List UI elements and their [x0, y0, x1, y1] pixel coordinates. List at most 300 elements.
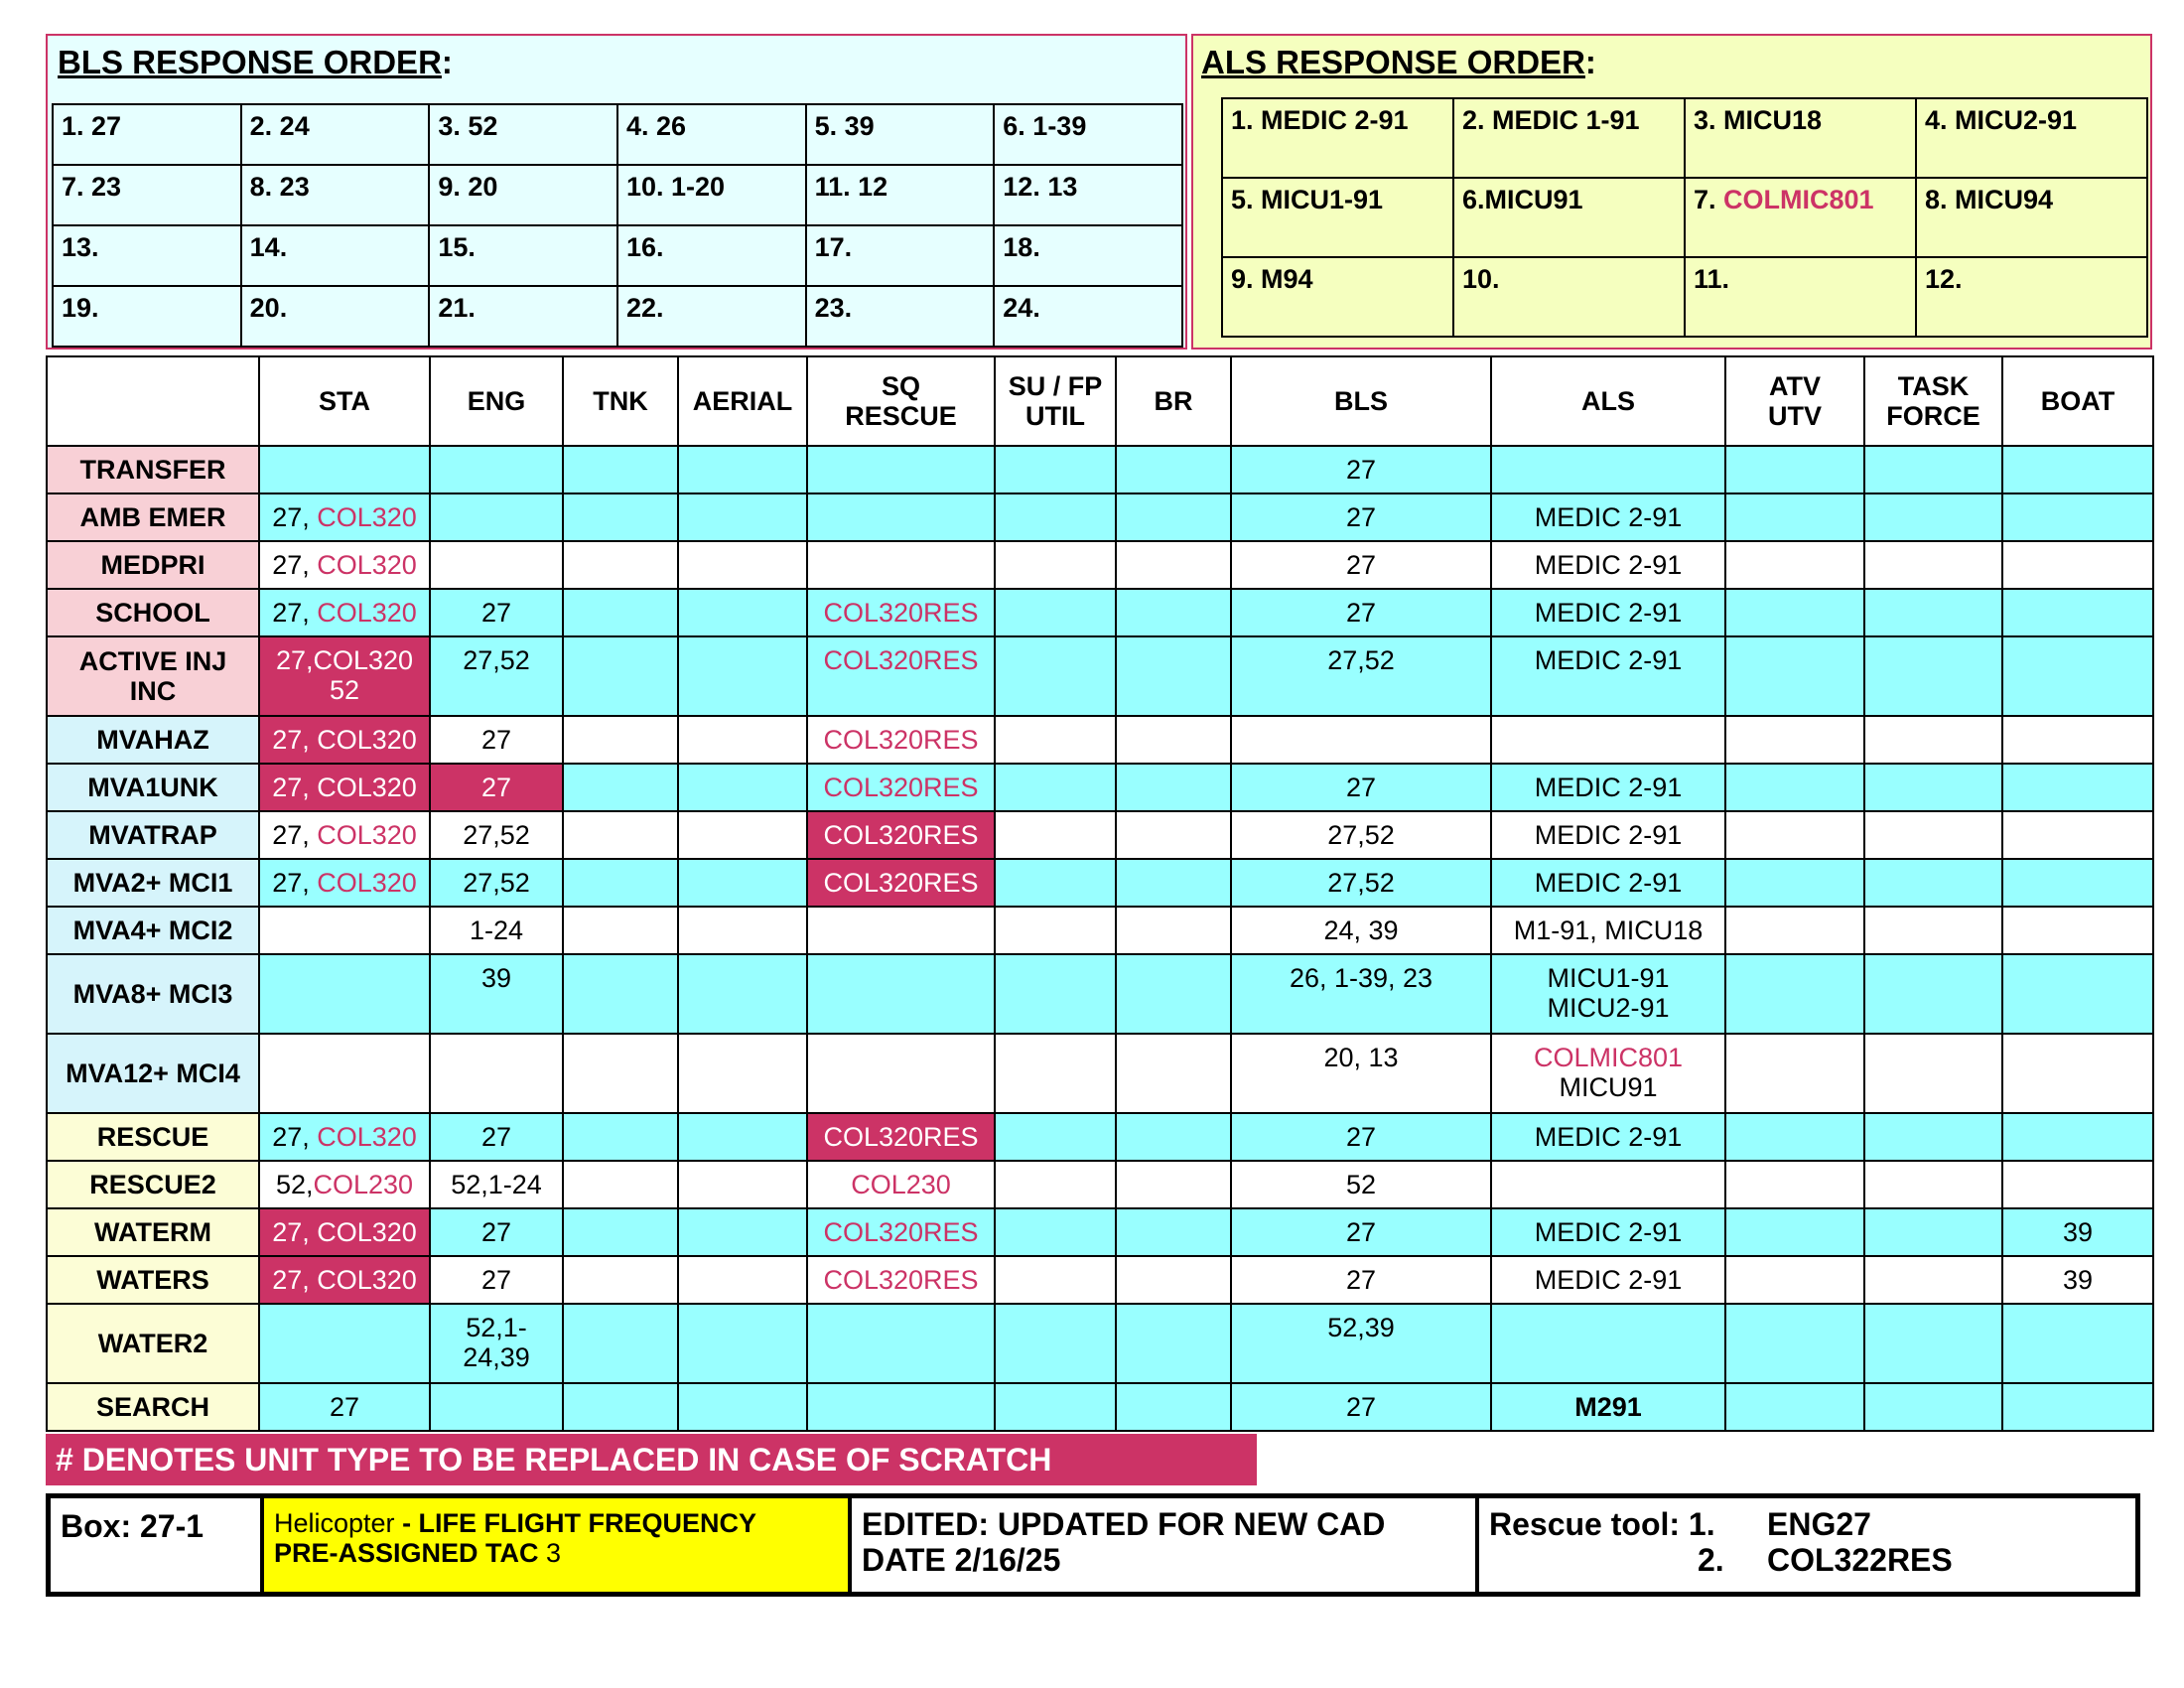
- cell-text: 27,52: [463, 645, 530, 675]
- table-cell: [1725, 1208, 1864, 1256]
- cell-text: 27,: [272, 1217, 318, 1247]
- bls-row: [53, 165, 1182, 225]
- bls-order-cell: 24.: [994, 286, 1182, 347]
- table-cell: [1725, 907, 1864, 954]
- row-label: SCHOOL: [47, 589, 259, 636]
- table-cell: [1116, 493, 1231, 541]
- cell-text: 27: [1345, 773, 1377, 802]
- row-label: ACTIVE INJ INC: [47, 636, 259, 716]
- bls-order-cell: 1. 27: [53, 104, 241, 165]
- table-cell: [259, 589, 430, 636]
- table-cell: [1231, 907, 1491, 954]
- table-cell: [1116, 716, 1231, 764]
- cell-text: 27: [480, 1265, 512, 1295]
- table-cell: [678, 1208, 807, 1256]
- table-cell: [2002, 589, 2153, 636]
- cell-text: COL320: [317, 868, 417, 898]
- table-row: [47, 589, 2153, 636]
- table-cell: [807, 1208, 995, 1256]
- cell-text: 27: [480, 1122, 512, 1152]
- table-cell: [1116, 1383, 1231, 1431]
- column-header: AERIAL: [678, 356, 807, 446]
- table-cell: [807, 716, 995, 764]
- cell-text: 27: [1345, 502, 1377, 532]
- table-cell: [430, 1034, 563, 1113]
- table-cell: [678, 446, 807, 493]
- column-header: BOAT: [2002, 356, 2153, 446]
- table-cell: [995, 716, 1116, 764]
- table-cell: [1231, 859, 1491, 907]
- table-cell: [259, 1256, 430, 1304]
- table-cell: [1231, 446, 1491, 493]
- cell-text: MEDIC 2-91: [1534, 1217, 1683, 1247]
- table-cell: [1864, 589, 2002, 636]
- table-cell: [259, 493, 430, 541]
- cell-text: COL320RES: [823, 598, 979, 628]
- table-cell: [430, 589, 563, 636]
- table-cell: [1116, 907, 1231, 954]
- table-cell: [259, 764, 430, 811]
- table-cell: [1491, 1208, 1725, 1256]
- table-cell: [1864, 1161, 2002, 1208]
- table-cell: [430, 954, 563, 1034]
- bls-order-cell: 2. 24: [241, 104, 430, 165]
- table-cell: [807, 1034, 995, 1113]
- table-cell: [2002, 1034, 2153, 1113]
- table-cell: [995, 1304, 1116, 1383]
- table-cell: [430, 907, 563, 954]
- table-cell: [807, 589, 995, 636]
- cell-text: COL320RES: [823, 773, 979, 802]
- table-cell: [1116, 589, 1231, 636]
- table-cell: [1725, 446, 1864, 493]
- table-cell: [678, 907, 807, 954]
- table-row: [47, 541, 2153, 589]
- table-cell: [259, 1034, 430, 1113]
- cell-text: COL320RES: [823, 1217, 979, 1247]
- table-cell: [1725, 764, 1864, 811]
- table-cell: [995, 1161, 1116, 1208]
- table-cell: [430, 1113, 563, 1161]
- table-cell: [1231, 493, 1491, 541]
- table-cell: [2002, 1383, 2153, 1431]
- row-label: MVAHAZ: [47, 716, 259, 764]
- cell-text: COL230: [851, 1170, 951, 1199]
- table-cell: [995, 907, 1116, 954]
- table-cell: [2002, 811, 2153, 859]
- table-cell: [430, 541, 563, 589]
- table-cell: [995, 541, 1116, 589]
- table-cell: [1864, 811, 2002, 859]
- table-cell: [1116, 636, 1231, 716]
- table-cell: [2002, 636, 2153, 716]
- bls-order-cell: 19.: [53, 286, 241, 347]
- table-cell: [678, 954, 807, 1034]
- cell-text: 24, 39: [1323, 915, 1399, 945]
- table-cell: [430, 1304, 563, 1383]
- table-cell: [1116, 764, 1231, 811]
- table-row: [47, 859, 2153, 907]
- cell-text: 52,: [275, 1170, 314, 1199]
- table-cell: [563, 1113, 678, 1161]
- table-cell: [259, 716, 430, 764]
- row-label: RESCUE: [47, 1113, 259, 1161]
- cell-text: 27,COL320 52: [275, 645, 414, 705]
- table-cell: [563, 1034, 678, 1113]
- table-cell: [995, 446, 1116, 493]
- table-cell: [807, 1383, 995, 1431]
- bls-title: BLS RESPONSE ORDER:: [58, 44, 453, 80]
- table-cell: [807, 636, 995, 716]
- table-cell: [807, 1304, 995, 1383]
- cell-text: 52,1-24: [451, 1170, 542, 1199]
- row-label: MEDPRI: [47, 541, 259, 589]
- table-cell: [430, 493, 563, 541]
- als-order-cell: 10.: [1453, 257, 1685, 337]
- cell-text: COL320RES: [823, 1265, 979, 1295]
- cell-text: MEDIC 2-91: [1534, 502, 1683, 532]
- bls-order-cell: 15.: [429, 225, 617, 286]
- als-order-unit: COLMIC801: [1723, 185, 1874, 214]
- table-cell: [807, 764, 995, 811]
- table-cell: [807, 859, 995, 907]
- bls-order-cell: 14.: [241, 225, 430, 286]
- cell-text: 27: [329, 1392, 360, 1422]
- table-cell: [678, 811, 807, 859]
- als-row: [1222, 257, 2147, 337]
- table-cell: [1491, 954, 1725, 1034]
- cell-text: 27,52: [463, 868, 530, 898]
- table-cell: [430, 446, 563, 493]
- table-cell: [1725, 859, 1864, 907]
- table-cell: [259, 446, 430, 493]
- bls-response-order-panel: [46, 34, 1187, 350]
- column-header: ENG: [430, 356, 563, 446]
- table-cell: [430, 764, 563, 811]
- table-cell: [995, 1208, 1116, 1256]
- bls-order-cell: 20.: [241, 286, 430, 347]
- cell-text: M291: [1574, 1392, 1642, 1422]
- table-cell: [807, 1113, 995, 1161]
- table-cell: [2002, 764, 2153, 811]
- table-cell: [563, 589, 678, 636]
- als-order-cell: 12.: [1916, 257, 2147, 337]
- als-order-cell: 3. MICU18: [1685, 98, 1916, 178]
- table-cell: [807, 493, 995, 541]
- als-order-cell: 6.MICU91: [1453, 178, 1685, 257]
- cell-text: 27: [1345, 598, 1377, 628]
- als-order-cell: 8. MICU94: [1916, 178, 2147, 257]
- table-cell: [430, 859, 563, 907]
- table-cell: [678, 1161, 807, 1208]
- response-matrix: [46, 355, 2154, 1432]
- table-cell: [2002, 954, 2153, 1034]
- table-row: [47, 446, 2153, 493]
- row-label: MVA8+ MCI3: [47, 954, 259, 1034]
- bls-row: [53, 225, 1182, 286]
- table-cell: [678, 1383, 807, 1431]
- table-cell: [807, 1256, 995, 1304]
- table-cell: [2002, 446, 2153, 493]
- table-row: [47, 716, 2153, 764]
- cell-text: 27,: [272, 1122, 318, 1152]
- table-cell: [678, 1304, 807, 1383]
- cell-text: 27: [480, 598, 512, 628]
- table-cell: [2002, 1208, 2153, 1256]
- table-cell: [1116, 446, 1231, 493]
- bls-order-cell: 6. 1-39: [994, 104, 1182, 165]
- bls-order-cell: 23.: [806, 286, 995, 347]
- cell-text: COL320: [317, 820, 417, 850]
- cell-text: MICU91: [1559, 1072, 1658, 1102]
- table-cell: [259, 1383, 430, 1431]
- table-cell: [563, 1208, 678, 1256]
- table-cell: [1864, 716, 2002, 764]
- table-cell: [1864, 636, 2002, 716]
- bls-order-cell: 9. 20: [429, 165, 617, 225]
- cell-text: 27: [1345, 1392, 1377, 1422]
- cell-text: COL320RES: [823, 645, 979, 675]
- table-cell: [2002, 1256, 2153, 1304]
- bls-row: [53, 104, 1182, 165]
- table-cell: [430, 1256, 563, 1304]
- cell-text: MEDIC 2-91: [1534, 550, 1683, 580]
- table-cell: [1116, 1161, 1231, 1208]
- edit-note: EDITED: UPDATED FOR NEW CAD DATE 2/16/25: [852, 1498, 1479, 1592]
- cell-text: COL320: [317, 502, 417, 532]
- als-order-cell: 9. M94: [1222, 257, 1453, 337]
- bls-order-cell: 17.: [806, 225, 995, 286]
- table-cell: [1491, 1304, 1725, 1383]
- table-cell: [2002, 493, 2153, 541]
- table-cell: [1491, 1034, 1725, 1113]
- column-header: SQ RESCUE: [807, 356, 995, 446]
- bls-order-cell: 13.: [53, 225, 241, 286]
- table-row: [47, 1034, 2153, 1113]
- als-order-cell: 2. MEDIC 1-91: [1453, 98, 1685, 178]
- table-cell: [1864, 541, 2002, 589]
- table-cell: [1231, 636, 1491, 716]
- table-cell: [1491, 1161, 1725, 1208]
- table-cell: [995, 811, 1116, 859]
- bls-order-cell: 11. 12: [806, 165, 995, 225]
- cell-text: COL320RES: [823, 1122, 979, 1152]
- table-cell: [1231, 1256, 1491, 1304]
- cell-text: MEDIC 2-91: [1534, 820, 1683, 850]
- table-cell: [1231, 1113, 1491, 1161]
- cell-text: COLMIC801: [1533, 1043, 1684, 1072]
- cell-text: COL320RES: [823, 820, 979, 850]
- table-row: [47, 1208, 2153, 1256]
- table-cell: [430, 1383, 563, 1431]
- row-label: AMB EMER: [47, 493, 259, 541]
- table-cell: [678, 1113, 807, 1161]
- table-cell: [1231, 589, 1491, 636]
- table-cell: [1491, 493, 1725, 541]
- bls-order-cell: 18.: [994, 225, 1182, 286]
- cell-text: MEDIC 2-91: [1534, 773, 1683, 802]
- table-row: [47, 493, 2153, 541]
- table-cell: [678, 493, 807, 541]
- als-order-number: 7.: [1694, 185, 1724, 214]
- table-cell: [1491, 1256, 1725, 1304]
- cell-text: 26, 1-39, 23: [1289, 963, 1433, 993]
- table-cell: [1725, 493, 1864, 541]
- table-cell: [1116, 1304, 1231, 1383]
- bls-order-cell: 8. 23: [241, 165, 430, 225]
- table-cell: [1491, 907, 1725, 954]
- cell-text: MEDIC 2-91: [1534, 598, 1683, 628]
- table-cell: [1491, 764, 1725, 811]
- bls-order-cell: 21.: [429, 286, 617, 347]
- row-label: RESCUE2: [47, 1161, 259, 1208]
- table-cell: [1231, 1383, 1491, 1431]
- table-row: [47, 1161, 2153, 1208]
- table-cell: [1864, 1304, 2002, 1383]
- bls-order-cell: 16.: [617, 225, 806, 286]
- table-cell: [2002, 1113, 2153, 1161]
- table-cell: [430, 811, 563, 859]
- table-cell: [259, 954, 430, 1034]
- cell-text: 52: [1345, 1170, 1377, 1199]
- table-cell: [1116, 1256, 1231, 1304]
- table-cell: [1491, 589, 1725, 636]
- table-cell: [1231, 1034, 1491, 1113]
- row-label: TRANSFER: [47, 446, 259, 493]
- table-cell: [563, 541, 678, 589]
- bls-order-cell: 10. 1-20: [617, 165, 806, 225]
- table-cell: [2002, 859, 2153, 907]
- table-cell: [430, 716, 563, 764]
- row-label: WATERS: [47, 1256, 259, 1304]
- cell-text: 27: [1345, 1217, 1377, 1247]
- cell-text: 20, 13: [1323, 1043, 1399, 1072]
- scratch-note-banner: # DENOTES UNIT TYPE TO BE REPLACED IN CASE OF SCRATCH: [46, 1434, 1257, 1485]
- table-cell: [2002, 907, 2153, 954]
- table-cell: [430, 1161, 563, 1208]
- table-cell: [259, 1113, 430, 1161]
- bls-order-grid: [52, 103, 1183, 348]
- table-cell: [1231, 541, 1491, 589]
- als-order-cell: 1. MEDIC 2-91: [1222, 98, 1453, 178]
- cell-text: MICU1-91 MICU2-91: [1547, 963, 1670, 1023]
- cell-text: 1-24: [469, 915, 524, 945]
- table-cell: [563, 907, 678, 954]
- cell-text: COL320: [317, 1217, 417, 1247]
- column-header: ATV UTV: [1725, 356, 1864, 446]
- als-row: [1222, 178, 2147, 257]
- table-row: [47, 1383, 2153, 1431]
- cell-text: COL320RES: [823, 725, 979, 755]
- table-cell: [1725, 541, 1864, 589]
- column-header: TASK FORCE: [1864, 356, 2002, 446]
- table-cell: [1725, 954, 1864, 1034]
- cell-text: 27,52: [463, 820, 530, 850]
- bls-order-cell: 7. 23: [53, 165, 241, 225]
- row-label: SEARCH: [47, 1383, 259, 1431]
- cell-text: 27,: [272, 820, 318, 850]
- als-order-cell: 5. MICU1-91: [1222, 178, 1453, 257]
- table-cell: [1725, 1113, 1864, 1161]
- table-cell: [678, 716, 807, 764]
- table-cell: [259, 811, 430, 859]
- table-cell: [259, 859, 430, 907]
- cell-text: 27: [1345, 550, 1377, 580]
- table-cell: [995, 493, 1116, 541]
- table-cell: [1116, 1113, 1231, 1161]
- table-cell: [563, 636, 678, 716]
- row-label: MVATRAP: [47, 811, 259, 859]
- cell-text: 27,: [272, 1265, 318, 1295]
- table-cell: [259, 1161, 430, 1208]
- table-cell: [1725, 636, 1864, 716]
- table-cell: [1725, 589, 1864, 636]
- table-cell: [1864, 907, 2002, 954]
- cell-text: 27: [1345, 1265, 1377, 1295]
- cell-text: COL320: [317, 1265, 417, 1295]
- table-cell: [1491, 859, 1725, 907]
- table-cell: [563, 446, 678, 493]
- table-cell: [1116, 541, 1231, 589]
- table-cell: [678, 764, 807, 811]
- table-cell: [807, 907, 995, 954]
- table-cell: [1864, 954, 2002, 1034]
- table-cell: [1491, 1383, 1725, 1431]
- table-cell: [678, 859, 807, 907]
- cell-text: COL320: [317, 773, 417, 802]
- table-cell: [995, 859, 1116, 907]
- table-cell: [563, 716, 678, 764]
- table-row: [47, 1304, 2153, 1383]
- cell-text: 27: [480, 773, 512, 802]
- cell-text: MEDIC 2-91: [1534, 645, 1683, 675]
- table-cell: [1231, 811, 1491, 859]
- table-row: [47, 1113, 2153, 1161]
- table-cell: [807, 1161, 995, 1208]
- cell-text: 27,: [272, 725, 318, 755]
- cell-text: COL320RES: [823, 868, 979, 898]
- table-cell: [678, 589, 807, 636]
- table-cell: [1231, 716, 1491, 764]
- table-cell: [563, 1256, 678, 1304]
- table-cell: [563, 493, 678, 541]
- table-cell: [1491, 811, 1725, 859]
- cell-text: MEDIC 2-91: [1534, 1122, 1683, 1152]
- table-cell: [259, 541, 430, 589]
- table-cell: [807, 811, 995, 859]
- cell-text: COL320: [317, 725, 417, 755]
- cell-text: 39: [480, 963, 512, 993]
- cell-text: 52,39: [1327, 1313, 1395, 1342]
- cell-text: 27,: [272, 868, 318, 898]
- cell-text: 52,1- 24,39: [463, 1313, 530, 1372]
- cell-text: MEDIC 2-91: [1534, 1265, 1683, 1295]
- column-header: [47, 356, 259, 446]
- table-cell: [1864, 1256, 2002, 1304]
- table-cell: [563, 811, 678, 859]
- table-cell: [1725, 716, 1864, 764]
- table-cell: [1491, 636, 1725, 716]
- table-cell: [1864, 493, 2002, 541]
- table-cell: [1725, 1034, 1864, 1113]
- table-cell: [563, 1383, 678, 1431]
- table-cell: [1116, 811, 1231, 859]
- table-cell: [1231, 1161, 1491, 1208]
- table-cell: [995, 636, 1116, 716]
- table-cell: [259, 636, 430, 716]
- table-cell: [259, 907, 430, 954]
- bls-order-cell: 3. 52: [429, 104, 617, 165]
